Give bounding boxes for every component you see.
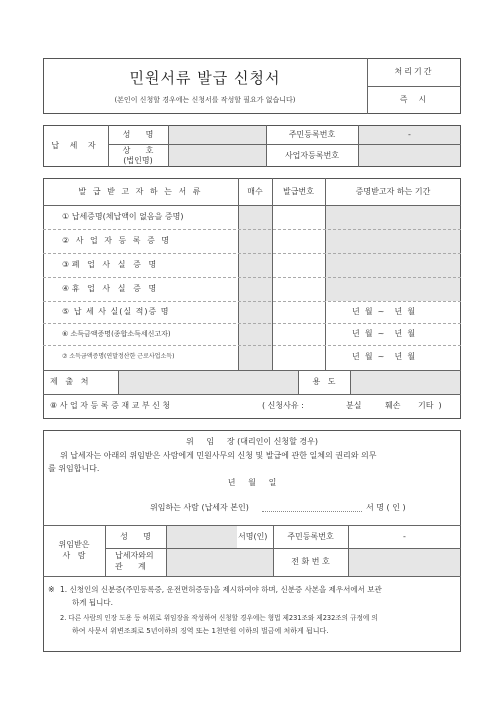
docs-col-issue [272,178,273,370]
taxpayer-brn-label: 사업자등록번호 [284,151,340,160]
delegatee-phone-label: 전 화 번 호 [291,557,330,566]
delegation-date[interactable]: 년 월 일 [227,478,277,487]
delegatee-relation-field[interactable] [167,549,273,576]
taxpayer-rrn-label: 주민등록번호 [288,130,336,139]
taxpayer-company-sublabel: (법인명) [123,156,153,165]
delegator-signature-line[interactable] [262,511,362,512]
delegatee-phone-field[interactable] [349,549,460,576]
usage-label: 용 도 [312,377,336,386]
reissue-label[interactable]: ⑧ 사 업 자 등 록 증 재 교 부 신 청 [50,401,171,410]
doc-item-2[interactable]: ② 사 업 자 등 록 증 명 [62,236,172,245]
taxpayer-name-field[interactable] [169,126,266,144]
delegation-title: 위 임 장 (대리인이 신청할 경우) [185,437,319,446]
note-2-line-1: 2. 다른 사람의 인장 도용 등 허위로 위임장을 작성하여 신청할 경우에는 형법 제231조와 제232조의 규정에 의 [60,614,378,622]
doc-item-1[interactable]: ① 납세증명(체납액이 없음을 증명) [62,212,184,221]
doc-period-6[interactable]: 년 월 ~ 년 월 [352,329,416,338]
docs-row-line [43,301,461,302]
taxpayer-rrn-dash: - [408,130,411,139]
docs-header-count: 매수 [247,187,263,196]
docs-row-line [43,253,461,254]
note-1-line-1: 1. 신청인의 신분증(주민등록증, 운전면허증등)을 제시하여야 하며, 신분증 사본을 제우서에서 보관 [60,585,382,594]
doc-item-7[interactable]: ⑦ 소득금액증명(연말정산한 근로사업소득) [62,353,175,360]
delegation-body-1: 위 납세자는 아래의 위임받은 사람에게 민원사무의 신청 및 발급에 관한 일체의 권리와 의무 [60,451,377,460]
taxpayer-brn-field[interactable] [359,145,460,166]
docs-row-line [43,394,461,395]
reason-damaged-option[interactable]: 훼손 [385,401,401,410]
delegatee-relation-label-2: 관 계 [115,562,146,571]
taxpayer-company-label: 상 호 [122,146,154,155]
doc-item-6[interactable]: ⑥ 소득금액증명(종합소득세신고자) [62,330,171,338]
processing-period-value: 즉 시 [399,95,429,104]
submit-to-label: 제 출 처 [50,377,89,386]
doc-item-3[interactable]: ③ 폐 업 사 실 증 명 [62,260,157,269]
doc-item-4[interactable]: ④ 휴 업 사 실 증 명 [62,284,157,293]
delegatee-name-label: 성 명 [120,532,151,541]
reason-other-option[interactable]: 기타 ) [418,401,442,410]
delegatee-sign-label: 서명(인) [238,532,268,541]
reissue-reason-prefix: ( 신청사유 : [262,401,304,410]
processing-period-label: 처리기간 [394,67,434,76]
doc-period-5[interactable]: 년 월 ~ 년 월 [352,307,416,316]
delegatee-rrn-dash: - [403,532,406,541]
form-title: 민원서류 발급 신청서 [129,69,281,87]
reason-lost-option[interactable]: 분실 [346,401,362,410]
notes-star: ※ [48,585,55,594]
form-note: (본인이 신청할 경우에는 신청서를 작성할 필요가 없습니다) [114,96,296,104]
taxpayer-company-field[interactable] [169,145,266,166]
delegation-body-2: 를 위임합니다. [48,464,100,473]
docs-row-line [43,345,461,346]
docs-row-line [43,229,461,230]
submit-to-field[interactable] [119,371,298,394]
period-divider [367,86,461,87]
delegator-label: 위임하는 사람 (납세자 본인) [150,503,249,512]
docs-row-line [43,205,461,206]
docs-row-line [43,277,461,278]
delegatee-rrn-label: 주민등록번호 [287,532,334,541]
taxpayer-section-label: 납 세 자 [51,141,100,150]
docs-header-doc: 발 급 받 고 자 하 는 서 류 [78,187,203,196]
doc-item-5[interactable]: ⑤ 납 세 사 실(실 적)증 명 [62,307,170,316]
usage-field[interactable] [351,371,460,394]
delegatee-label-2: 사 람 [62,551,86,560]
docs-header-issue-no: 발급번호 [283,187,314,196]
delegatee-relation-label-1: 납세자와의 [115,551,154,560]
delegatee-bottom-line [43,576,461,577]
docs-header-period: 증명받고자 하는 기간 [355,187,431,196]
note-1-line-2: 하게 됩니다. [72,598,113,607]
delegator-sign-label: 서 명 ( 인 ) [366,503,406,512]
delegatee-name-field[interactable] [167,526,237,548]
docs-row-line [43,323,461,324]
note-2-line-2: 하여 사문서 위변조죄로 5년이하의 징역 또는 1천만원 이하의 벌금에 처하게 됩니다. [72,627,329,635]
delegatee-label-1: 위임받은 [58,540,90,549]
doc-period-7[interactable]: 년 월 ~ 년 월 [352,352,416,361]
taxpayer-name-label: 성 명 [122,130,154,139]
